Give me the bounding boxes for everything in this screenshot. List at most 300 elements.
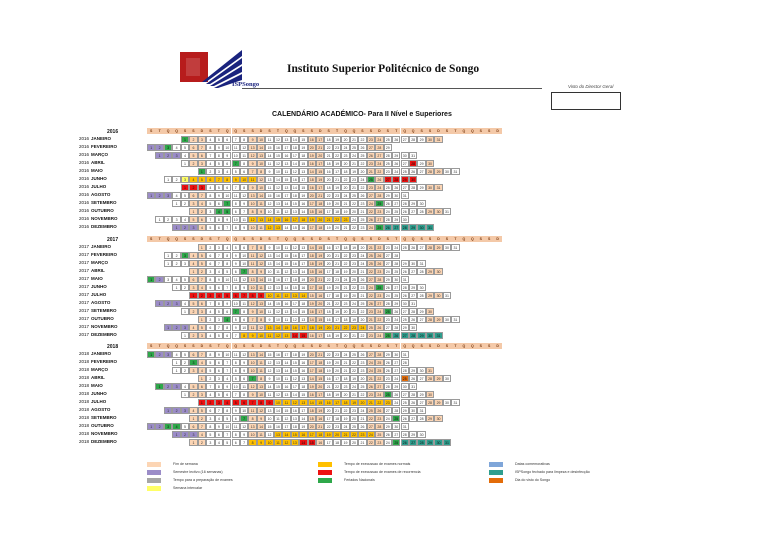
day-cell: 14 — [299, 268, 307, 275]
weekday-header-cell: S — [265, 128, 273, 134]
day-cell: 17 — [291, 383, 299, 390]
day-cell: 17 — [316, 184, 324, 191]
month-label — [79, 252, 117, 257]
day-cell: 25 — [367, 324, 375, 331]
day-cell: 13 — [265, 176, 273, 183]
day-cell: 1 — [164, 407, 172, 414]
day-cell: 5 — [206, 367, 214, 374]
day-cell — [417, 383, 425, 390]
day-cell: 30 — [392, 192, 400, 199]
month-label — [79, 292, 106, 297]
day-cell — [460, 332, 468, 339]
day-cell: 12 — [240, 276, 248, 283]
day-cell — [426, 407, 434, 414]
day-cell — [172, 292, 180, 299]
day-cell — [147, 224, 155, 231]
day-cell: 9 — [215, 144, 223, 151]
day-cell — [417, 192, 425, 199]
day-cell — [426, 200, 434, 207]
day-cell — [417, 423, 425, 430]
day-cell: 2 — [172, 252, 180, 259]
day-cell — [477, 260, 485, 267]
day-cell — [460, 176, 468, 183]
day-cell: 26 — [384, 367, 392, 374]
day-cell: 8 — [206, 276, 214, 283]
day-cell — [434, 431, 442, 438]
day-cell — [468, 367, 476, 374]
month-name: ABRIL — [91, 375, 105, 380]
month-year: 2016 — [79, 184, 90, 189]
day-cell: 25 — [392, 439, 400, 446]
day-cell — [164, 224, 172, 231]
day-cell: 19 — [324, 224, 332, 231]
month-year: 2016 — [79, 152, 90, 157]
day-cell: 26 — [384, 431, 392, 438]
day-cell — [451, 407, 459, 414]
month-label — [79, 375, 105, 380]
month-year: 2016 — [79, 216, 90, 221]
day-cell: 31 — [401, 192, 409, 199]
day-cell: 1 — [189, 208, 197, 215]
weekday-header-cell: T — [155, 128, 163, 134]
day-cell — [401, 144, 409, 151]
day-cell: 10 — [232, 152, 240, 159]
day-cell — [147, 292, 155, 299]
day-cell: 7 — [198, 144, 206, 151]
day-cell: 29 — [409, 367, 417, 374]
day-cell — [468, 152, 476, 159]
month-name: OUTUBRO — [91, 208, 114, 213]
day-cell: 5 — [223, 439, 231, 446]
day-cell: 23 — [341, 300, 349, 307]
day-cell: 12 — [248, 152, 256, 159]
day-cell: 6 — [215, 284, 223, 291]
day-cell: 4 — [181, 216, 189, 223]
day-cell: 16 — [308, 332, 316, 339]
day-cell: 5 — [189, 383, 197, 390]
day-cell: 19 — [333, 160, 341, 167]
day-cell: 17 — [333, 316, 341, 323]
weekday-header-cell: S — [308, 128, 316, 134]
day-cell: 20 — [341, 332, 349, 339]
day-cell — [493, 224, 501, 231]
day-cell — [493, 308, 501, 315]
day-cell — [468, 192, 476, 199]
weekday-header-cell: S — [308, 236, 316, 242]
day-cell: 28 — [426, 375, 434, 382]
month-label — [79, 316, 114, 321]
weekday-header-cell: Q — [460, 128, 468, 134]
day-cell: 6 — [232, 439, 240, 446]
day-cell — [155, 407, 163, 414]
day-cell: 23 — [333, 276, 341, 283]
month-label — [79, 324, 118, 329]
day-cell — [155, 176, 163, 183]
month-name: NOVEMBRO — [91, 216, 118, 221]
day-cell — [477, 308, 485, 315]
day-cell: 13 — [291, 208, 299, 215]
day-cell: 30 — [417, 200, 425, 207]
day-cell — [172, 316, 180, 323]
day-cell: 12 — [274, 136, 282, 143]
day-cell — [147, 367, 155, 374]
day-cell: 9 — [223, 152, 231, 159]
day-cell: 30 — [401, 152, 409, 159]
day-cell: 1 — [172, 431, 180, 438]
day-cell: 13 — [274, 200, 282, 207]
day-cell: 12 — [291, 244, 299, 251]
day-cell: 14 — [291, 136, 299, 143]
day-cell: 29 — [417, 391, 425, 398]
day-cell: 5 — [181, 144, 189, 151]
day-cell: 4 — [206, 332, 214, 339]
day-cell: 5 — [215, 136, 223, 143]
month-year: 2018 — [79, 423, 90, 428]
day-cell — [409, 276, 417, 283]
day-cell: 2 — [189, 308, 197, 315]
day-cell: 9 — [215, 423, 223, 430]
day-cell — [460, 383, 468, 390]
day-cell: 31 — [451, 399, 459, 406]
day-cell: 12 — [257, 252, 265, 259]
day-cell: 23 — [358, 359, 366, 366]
weekday-header-cell: S — [426, 343, 434, 349]
day-cell: 6 — [189, 423, 197, 430]
day-cell — [468, 268, 476, 275]
day-cell — [477, 168, 485, 175]
day-cell — [477, 415, 485, 422]
day-cell — [181, 292, 189, 299]
day-cell: 29 — [434, 316, 442, 323]
day-cell: 1 — [181, 160, 189, 167]
day-cell — [493, 252, 501, 259]
day-cell: 22 — [358, 332, 366, 339]
day-cell — [451, 332, 459, 339]
weekday-header-cell: Q — [460, 343, 468, 349]
day-cell: 27 — [367, 351, 375, 358]
day-cell: 29 — [392, 216, 400, 223]
day-cell — [451, 375, 459, 382]
day-cell — [451, 200, 459, 207]
day-cell: 1 — [189, 439, 197, 446]
day-cell — [477, 224, 485, 231]
day-cell: 21 — [333, 260, 341, 267]
weekday-header-cell: Q — [232, 128, 240, 134]
day-cell — [468, 144, 476, 151]
weekday-header-cell: D — [493, 343, 501, 349]
day-cell — [164, 136, 172, 143]
day-cell — [468, 216, 476, 223]
day-cell: 31 — [434, 332, 442, 339]
day-cell — [468, 316, 476, 323]
day-cell — [434, 308, 442, 315]
day-cell — [468, 260, 476, 267]
day-cell: 12 — [282, 439, 290, 446]
day-cell: 1 — [181, 136, 189, 143]
month-label — [79, 399, 106, 404]
weekday-header-cell: Q — [172, 236, 180, 242]
day-cell: 21 — [358, 268, 366, 275]
day-cell: 3 — [164, 276, 172, 283]
day-cell: 2 — [155, 276, 163, 283]
legend-label: Dia do visto do Songo — [515, 478, 551, 482]
day-cell: 26 — [367, 216, 375, 223]
legend-swatch — [489, 470, 503, 475]
day-cell: 9 — [265, 316, 273, 323]
day-cell: 8 — [232, 284, 240, 291]
day-cell — [460, 260, 468, 267]
day-cell: 15 — [308, 439, 316, 446]
day-cell: 15 — [282, 260, 290, 267]
day-cell: 18 — [324, 136, 332, 143]
day-cell: 31 — [451, 168, 459, 175]
month-name: DEZEMBRO — [91, 439, 117, 444]
weekday-header-cell: D — [493, 128, 501, 134]
day-cell: 1 — [172, 200, 180, 207]
day-cell: 18 — [308, 324, 316, 331]
day-cell: 4 — [198, 284, 206, 291]
day-cell: 30 — [401, 216, 409, 223]
day-cell: 3 — [181, 252, 189, 259]
day-cell: 5 — [215, 332, 223, 339]
month-name: MARÇO — [91, 260, 109, 265]
day-cell: 20 — [308, 144, 316, 151]
day-cell: 5 — [198, 176, 206, 183]
day-cell: 6 — [189, 144, 197, 151]
legend-label: Datas comemorativas — [515, 462, 550, 466]
weekday-header-cell: Q — [223, 236, 231, 242]
month-name: JANEIRO — [91, 136, 112, 141]
day-cell: 9 — [232, 252, 240, 259]
day-cell: 30 — [392, 423, 400, 430]
day-cell: 29 — [409, 200, 417, 207]
day-cell: 9 — [248, 184, 256, 191]
day-cell: 7 — [215, 260, 223, 267]
day-cell: 31 — [401, 351, 409, 358]
weekday-header-cell: S — [189, 343, 197, 349]
day-cell: 3 — [215, 375, 223, 382]
day-cell — [485, 200, 493, 207]
day-cell: 16 — [282, 383, 290, 390]
weekday-header-cell: Q — [350, 128, 358, 134]
day-cell: 1 — [172, 284, 180, 291]
day-cell: 16 — [308, 391, 316, 398]
day-cell: 18 — [291, 351, 299, 358]
day-cell — [468, 415, 476, 422]
day-cell: 10 — [265, 439, 273, 446]
day-cell — [468, 324, 476, 331]
month-year: 2016 — [79, 200, 90, 205]
day-cell: 23 — [341, 216, 349, 223]
month-label — [79, 367, 108, 372]
day-cell: 3 — [172, 383, 180, 390]
day-cell — [493, 152, 501, 159]
day-cell — [417, 176, 425, 183]
day-cell: 7 — [198, 351, 206, 358]
day-cell — [451, 292, 459, 299]
day-cell: 1 — [198, 399, 206, 406]
day-cell — [493, 192, 501, 199]
day-cell — [164, 168, 172, 175]
day-cell: 23 — [350, 260, 358, 267]
day-cell — [147, 284, 155, 291]
day-cell: 10 — [240, 324, 248, 331]
day-cell: 12 — [248, 300, 256, 307]
day-cell — [493, 300, 501, 307]
day-cell — [477, 136, 485, 143]
day-cell — [172, 439, 180, 446]
day-cell: 25 — [392, 415, 400, 422]
day-cell: 6 — [223, 160, 231, 167]
day-cell: 2 — [181, 284, 189, 291]
weekday-header-cell: S — [443, 343, 451, 349]
day-cell: 9 — [215, 351, 223, 358]
day-cell — [147, 399, 155, 406]
day-cell — [155, 208, 163, 215]
day-cell: 31 — [434, 136, 442, 143]
day-cell: 9 — [257, 292, 265, 299]
day-cell — [460, 300, 468, 307]
day-cell: 22 — [367, 415, 375, 422]
day-cell — [493, 423, 501, 430]
day-cell: 27 — [401, 136, 409, 143]
weekday-header-cell: S — [189, 128, 197, 134]
day-cell: 8 — [232, 367, 240, 374]
day-cell: 4 — [206, 184, 214, 191]
day-cell — [460, 244, 468, 251]
legend-label: ISPSongo fechado para limpeza e desinfecção — [515, 470, 590, 474]
day-cell: 5 — [198, 260, 206, 267]
day-cell: 27 — [392, 224, 400, 231]
day-cell: 16 — [324, 244, 332, 251]
day-cell: 28 — [401, 284, 409, 291]
day-cell — [147, 176, 155, 183]
day-cell: 5 — [189, 216, 197, 223]
day-cell: 27 — [392, 200, 400, 207]
day-cell: 19 — [316, 252, 324, 259]
day-cell: 18 — [308, 252, 316, 259]
weekday-header-cell: Q — [232, 343, 240, 349]
day-cell: 31 — [417, 407, 425, 414]
day-cell — [468, 300, 476, 307]
day-cell — [451, 160, 459, 167]
day-cell — [164, 415, 172, 422]
day-cell: 4 — [223, 168, 231, 175]
month-label — [79, 415, 117, 420]
month-year: 2018 — [79, 383, 90, 388]
day-cell: 10 — [274, 316, 282, 323]
day-cell: 22 — [375, 244, 383, 251]
day-cell — [155, 136, 163, 143]
day-cell: 12 — [240, 192, 248, 199]
day-cell: 15 — [316, 399, 324, 406]
day-cell: 31 — [401, 423, 409, 430]
day-cell: 14 — [308, 168, 316, 175]
day-cell: 3 — [172, 152, 180, 159]
day-cell — [493, 208, 501, 215]
day-cell: 9 — [265, 399, 273, 406]
day-cell: 16 — [324, 399, 332, 406]
weekday-header-cell: T — [451, 128, 459, 134]
day-cell: 5 — [198, 407, 206, 414]
day-cell: 13 — [257, 216, 265, 223]
month-label — [79, 216, 118, 221]
day-cell — [477, 216, 485, 223]
day-cell: 23 — [375, 208, 383, 215]
day-cell: 20 — [316, 300, 324, 307]
day-cell: 12 — [248, 383, 256, 390]
day-cell — [147, 332, 155, 339]
day-cell: 11 — [274, 292, 282, 299]
day-cell — [443, 192, 451, 199]
weekday-header-cell: S — [240, 236, 248, 242]
weekday-header-cell: S — [367, 343, 375, 349]
day-cell: 15 — [291, 284, 299, 291]
day-cell: 3 — [164, 144, 172, 151]
day-cell: 17 — [324, 415, 332, 422]
day-cell: 28 — [409, 136, 417, 143]
month-label — [79, 160, 105, 165]
day-cell: 18 — [333, 415, 341, 422]
day-cell: 20 — [308, 192, 316, 199]
day-cell: 27 — [401, 308, 409, 315]
day-cell: 24 — [375, 160, 383, 167]
day-cell — [181, 244, 189, 251]
day-cell — [485, 284, 493, 291]
day-cell: 9 — [223, 300, 231, 307]
day-cell: 4 — [189, 407, 197, 414]
day-cell — [468, 168, 476, 175]
day-cell — [147, 439, 155, 446]
day-cell — [460, 284, 468, 291]
day-cell — [485, 160, 493, 167]
day-cell: 25 — [367, 260, 375, 267]
day-cell: 5 — [223, 415, 231, 422]
day-cell: 9 — [265, 244, 273, 251]
day-cell: 6 — [198, 383, 206, 390]
day-cell — [460, 316, 468, 323]
day-cell: 20 — [341, 136, 349, 143]
day-cell: 10 — [257, 332, 265, 339]
day-cell: 4 — [223, 244, 231, 251]
day-cell: 1 — [164, 260, 172, 267]
day-cell: 6 — [198, 216, 206, 223]
day-cell: 7 — [232, 391, 240, 398]
day-cell: 10 — [257, 308, 265, 315]
day-cell: 13 — [265, 252, 273, 259]
day-cell: 3 — [181, 324, 189, 331]
day-cell: 20 — [324, 407, 332, 414]
month-name: DEZEMBRO — [91, 224, 117, 229]
day-cell: 14 — [265, 300, 273, 307]
day-cell: 17 — [299, 324, 307, 331]
day-cell: 30 — [434, 208, 442, 215]
day-cell: 17 — [308, 284, 316, 291]
day-cell: 3 — [164, 423, 172, 430]
day-cell: 17 — [308, 200, 316, 207]
day-cell — [468, 439, 476, 446]
day-cell: 15 — [265, 144, 273, 151]
day-cell: 13 — [299, 244, 307, 251]
day-cell: 12 — [257, 407, 265, 414]
logo-text: ISPSongo — [232, 81, 260, 88]
day-cell — [164, 367, 172, 374]
day-cell: 25 — [358, 300, 366, 307]
weekday-header-cell: T — [155, 343, 163, 349]
day-cell: 2 — [198, 415, 206, 422]
day-cell: 27 — [375, 152, 383, 159]
day-cell: 7 — [215, 252, 223, 259]
